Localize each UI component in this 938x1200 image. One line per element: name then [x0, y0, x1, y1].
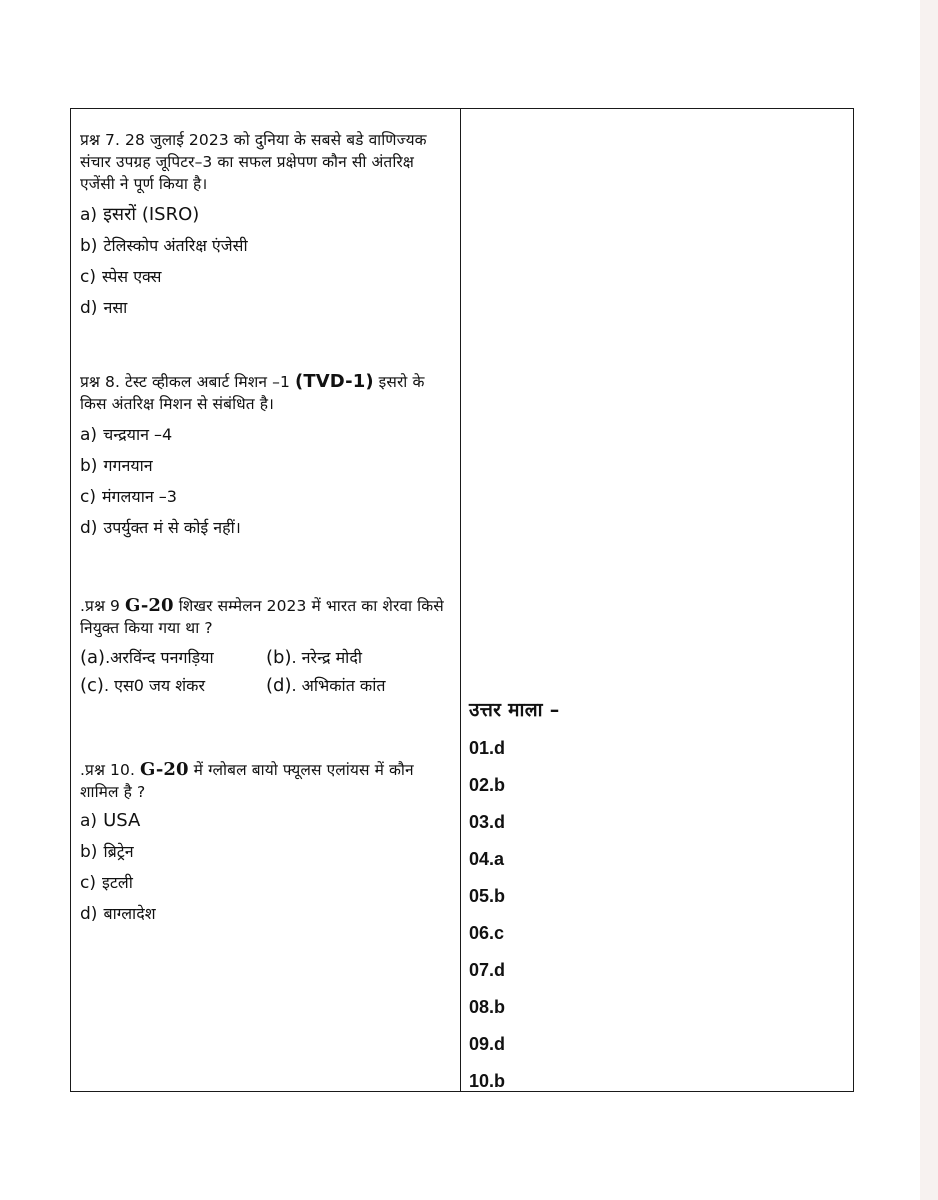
option-label: d): [80, 298, 98, 318]
question-7: [80, 129, 452, 318]
question-8-text: [80, 371, 452, 415]
question-9-suffix: शिखर सम्मेलन 2023 में भारत का शेरवा किसे नियुक्त किया गया था ?: [80, 597, 444, 637]
option-label: a): [80, 425, 98, 445]
option-label: d): [80, 904, 98, 924]
option-text: मंगलयान –3: [101, 487, 177, 506]
option-text: . एस0 जय शंकर: [103, 676, 206, 695]
question-7-option-d: [80, 298, 452, 318]
question-9-text: [80, 595, 452, 639]
option-text: स्पेस एक्स: [101, 267, 162, 286]
answer-item: 08.b: [469, 997, 506, 1017]
questions-column: [71, 109, 461, 1091]
option-label: c): [80, 873, 96, 893]
option-label: c): [80, 487, 96, 507]
option-text: गगनयान: [103, 456, 153, 475]
question-10-prefix: .प्रश्न 10.: [80, 761, 141, 779]
question-10-suffix: में ग्लोबल बायो फ्यूलस एलांयस में कौन शामिल है ?: [80, 761, 414, 801]
option-label: (d): [266, 675, 292, 696]
option-label: c): [80, 267, 96, 287]
option-label: d): [80, 518, 98, 538]
question-10: [80, 759, 452, 924]
question-10-option-b: [80, 842, 452, 862]
option-text: .अरविंन्द पनगड़िया: [105, 648, 214, 667]
question-7-text: प्रश्न 7. 28 जुलाई 2023 को दुनिया के सबसे बडे वाणिज्यक संचार उपग्रह जूपिटर–3 का सफल प्रक्षेपण कौन सी अंतरिक्ष एजेंसी ने पूर्ण किया है।: [80, 131, 427, 193]
option-text: चन्द्रयान –4: [103, 425, 173, 444]
question-9-option-b: [266, 647, 452, 669]
question-8: [80, 371, 452, 538]
answer-item: 01.d: [469, 738, 506, 758]
answer-key-title: उत्तर माला –: [469, 699, 560, 721]
question-10-option-d: [80, 904, 452, 924]
option-text: बाग्लादेश: [103, 904, 156, 923]
answer-item: 05.b: [469, 886, 506, 906]
question-8-mission-code: (TVD-1): [295, 371, 374, 392]
question-9-option-a: [80, 647, 266, 669]
option-label: b): [80, 456, 98, 476]
question-7-option-c: [80, 267, 452, 287]
answer-item: 06.c: [469, 923, 505, 943]
question-table: [70, 108, 854, 1092]
question-8-prefix: प्रश्न 8. टेस्ट व्हीकल अबार्ट मिशन –1: [80, 373, 296, 391]
question-7-option-b: [80, 236, 452, 256]
question-10-text: [80, 759, 452, 803]
question-9-options-row-1: [80, 647, 452, 669]
question-8-option-b: [80, 456, 452, 476]
answer-item: 10.b: [469, 1071, 506, 1091]
question-10-option-c: [80, 873, 452, 893]
page-edge-strip: [920, 0, 938, 1200]
option-label: (a): [80, 647, 106, 668]
answer-item: 02.b: [469, 775, 506, 795]
question-9-g20: G-20: [125, 595, 174, 616]
question-7-option-a: [80, 205, 452, 225]
question-9-options-row-2: [80, 675, 452, 697]
question-10-g20: G-20: [140, 759, 189, 780]
question-9-option-c: [80, 675, 266, 697]
question-9-prefix: .प्रश्न 9: [80, 597, 126, 615]
option-text: इटली: [101, 873, 133, 892]
option-label: b): [80, 236, 98, 256]
question-9-option-d: [266, 675, 452, 697]
option-text: ब्रिट्रेन: [103, 842, 134, 861]
option-text: USA: [103, 810, 141, 831]
question-8-suffix: इसरो के किस अंतरिक्ष मिशन से संबंधित है।: [80, 373, 425, 413]
answer-key-column: [461, 109, 853, 1091]
option-text: . नरेन्द्र मोदी: [291, 648, 362, 667]
option-text: . अभिकांत कांत: [291, 676, 386, 695]
option-label: a): [80, 205, 98, 225]
question-10-option-a: [80, 811, 452, 831]
answer-item: 04.a: [469, 849, 505, 869]
option-label: a): [80, 811, 98, 831]
question-8-option-a: [80, 425, 452, 445]
option-text: टेलिस्कोप अंतरिक्ष एंजेसी: [103, 236, 248, 255]
question-8-option-c: [80, 487, 452, 507]
option-label: (c): [80, 675, 104, 696]
answer-item: 03.d: [469, 812, 506, 832]
option-text: नसा: [103, 298, 128, 317]
question-8-option-d: [80, 518, 452, 538]
option-label: (b): [266, 647, 292, 668]
question-9: [80, 595, 452, 697]
answer-item: 09.d: [469, 1034, 506, 1054]
option-text: उपर्युक्त मं से कोई नहीं।: [103, 518, 241, 537]
option-label: b): [80, 842, 98, 862]
option-text: इसरों (ISRO): [103, 204, 200, 225]
answer-item: 07.d: [469, 960, 506, 980]
answer-key: [469, 697, 560, 1105]
